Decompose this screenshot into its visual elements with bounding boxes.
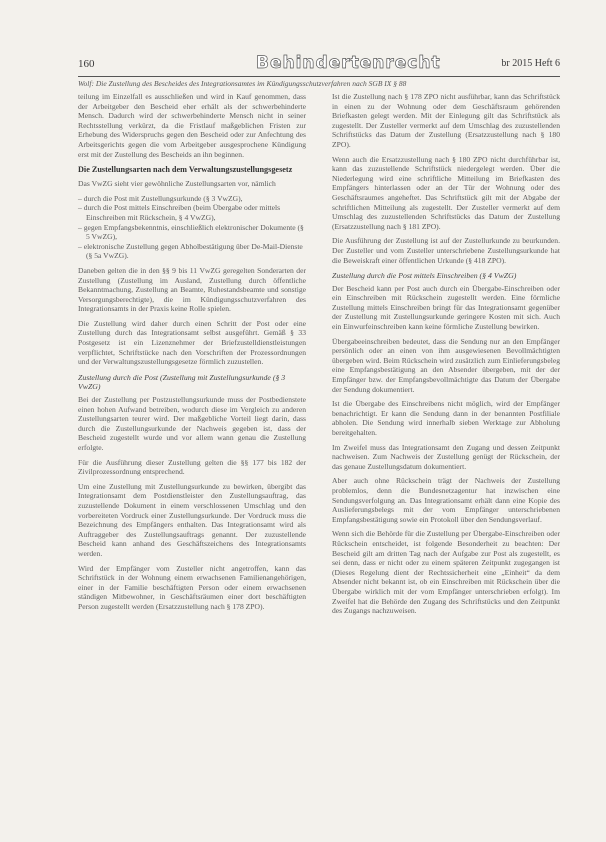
paragraph: Das VwZG sieht vier gewöhnliche Zustellungsarten vor, nämlich [78,179,276,189]
list-item: – gegen Empfangsbekenntnis, einschließlich elektronischer Dokumente (§ 5 VwZG), [78,222,304,242]
paragraph: Wenn sich die Behörde für die Zustellung per Übergabe-Einschreiben oder Rückschein entscheidet, ist folgende Besonderheit zu beachten: Der Bescheid gilt am dritten Tag nach der Aufgabe zur Post als zugestellt, es sei denn, dass er nicht oder zu einem späteren Zeitpunkt zugegangen ist (Dieses Regelung dient der Rechtssicherheit eine „Einheit“ da dem Absender nicht bekannt ist, ob ein Einschreiben mit Rückschein über die Übergabe wirklich mit der vom Empfänger unterschrieben erfolgt). Im Zweifel hat die Behörde den Zugang des Schriftstücks und den Zeitpunkt des Zugangs nachzuweisen. [332,529,560,616]
left-column [78,92,306,617]
paragraph: Der Bescheid kann per Post auch durch ein Übergabe-Einschreiben oder ein Einschreiben mit Rückschein zugestellt werden. Eine förmliche Zustellung mittels Einschreiben bringt für das Integrationsamt gegenüber der Zustellung mit Zustellungsurkunde geringere Kosten mit sich. Auch ein Einwurfeinschreiben kann keine förmliche Zustellung bewirken. [332,283,560,332]
paragraph: Im Zweifel muss das Integrationsamt den Zugang und dessen Zeitpunkt nachweisen. Zum Nachweis der Zustellung genügt der Rückschein, der das genaue Zustellungsdatum dokumentiert. [332,442,560,471]
list-item: – durch die Post mittels Einschreiben (beim Übergabe oder mittels Einschreiben mit Rückschein, § 4 VwZG), [78,203,281,222]
paragraph: Wird der Empfänger vom Zusteller nicht angetroffen, kann das Schriftstück in der Wohnung einem erwachsenen Familienangehörigen, einer in der Familie beschäftigten Person oder einem erwachsenen ständigen Mitbewohner, in Geschäftsräumen einer dort beschäftigten Person zugestellt werden (Ersatzzustellung nach § 178 ZPO). [78,563,306,611]
section-heading: Zustellung durch die Post mittels Einschreiben (§ 4 VwZG) [332,271,517,281]
paragraph: Übergabeeinschreiben bedeutet, dass die Sendung nur an den Empfänger persönlich oder an einen von ihm ausgewiesenen Bevollmächtigten übergeben wird. Beim Rückschein wird zusätzlich zum Einlieferungsbeleg eine Empfangsbestätigung an den Absender übergeben, mit der der Empfänger bzw. der Empfangsbevollmächtigte das Datum der Übergabe der Sendung dokumentiert. [332,336,560,394]
section-heading: Die Zustellungsarten nach dem Verwaltungszustellungsgesetz [78,165,293,175]
paragraph: Daneben gelten die in den §§ 9 bis 11 VwZG geregelten Sonderarten der Zustellung (Zustellung im Ausland, Zustellung durch öffentliche Bekanntmachung, Zustellung an Beamte, Ruhestandsbeamte und sonstige Versorgungsberechtigte), die im Kündigungsschutzverfahren des Integrationsamts in der Praxis keine Rolle spielen. [78,265,306,314]
paragraph: Bei der Zustellung per Postzustellungsurkunde muss der Postbedienstete einen hohen Aufwand betreiben, wodurch diese im Vergleich zu anderen Zustellungsarten teurer wird. Der maßgebliche Vorteil liegt darin, dass durch die Zustellungsurkunde der Nachweis gegeben ist, dass der Bescheid zugestellt wurde und vor allem wann genau die Zustellung erfolgte. [78,395,306,452]
list-item: – elektronische Zustellung gegen Abholbestätigung über De-Mail-Dienste (§ 5a VwZG). [78,241,303,261]
paragraph: Für die Ausführung dieser Zustellung gelten die §§ 177 bis 182 der Zivilprozessordnung entsprechend. [78,457,306,477]
paragraph: Die Ausführung der Zustellung ist auf der Zustellurkunde zu beurkunden. Der Zusteller und vom Zusteller unterschriebene Zustellungsurkunde hat die Beweiskraft einer öffentlichen Urkunde (§ 418 ZPO). [332,236,560,265]
section-heading: Zustellung durch die Post (Zustellung mit Zustellungsurkunde (§ 3 VwZG) [78,372,286,392]
issue-label: br 2015 Heft 6 [501,58,560,69]
article-running-title: Wolf: Die Zustellung des Bescheides des Integrationsamtes im Kündigungsschutzverfahren nach SGB IX § 88 [78,79,407,88]
bullet-list [78,194,306,261]
list-item: – durch die Post mit Zustellungsurkunde (§ 3 VwZG), [78,193,243,203]
page-header [78,53,560,77]
paragraph: Wenn auch die Ersatzzustellung nach § 180 ZPO nicht durchführbar ist, kann das zuzustellende Schriftstück niedergelegt werden. Über die Niederlegung wird eine schriftliche Mitteilung im Briefkasten des Empfängers hinterlassen oder an der Tür der Wohnung oder des Geschäftsraumes angeheftet. Das Schriftstück gilt mit der Abgabe der schriftlichen Mitteilung als zugestellt. Der Zusteller vermerkt auf dem Umschlag des zuzustellenden Schriftstücks das Datum der Zustellung (Ersatzzustellung nach § 181 ZPO). [332,154,560,231]
paragraph: teilung im Einzelfall es ausschließen und wird in Kauf genommen, dass der Arbeitgeber den Bescheid eher erhält als der schwerbehinderte Mensch. Dadurch wird der schwerbehinderte Mensch nicht in seiner Rechtsstellung verkürzt, da die Fristlauf maßgeblichen Fristen zur Erhebung des Widerspruchs gegen den Bescheid oder zur Anfechtung des Arbeitsgerichts gegen die vom Arbeitgeber ausgesprochene Kündigung erst mit der Zustellung des Bescheids an ihn beginnen. [78,92,306,159]
paragraph: Ist die Übergabe des Einschreibens nicht möglich, wird der Empfänger benachrichtigt. Er kann die Sendung dann in der benannten Postfiliale abholen. Die Sendung wird innerhalb sieben Werktage zur Abholung bereitgehalten. [332,399,560,437]
paragraph: Die Zustellung wird daher durch einen Schritt der Post oder eine Zustellung durch das Integrationsamt selbst ausgeführt. Gemäß § 33 Postgesetz ist ein Lizenznehmer der Briefzustelldienstleistungen verpflichtet, Schriftstücke nach den Vorschriften der Prozessordnungen und der Verwaltungszustellungsgesetze förmlich zuzustellen. [78,318,306,367]
paragraph: Um eine Zustellung mit Zustellungsurkunde zu bewirken, übergibt das Integrationsamt dem Postdienstleister den Zustellungsauftrag, das zuzustellende Dokument in einem verschlossenen Umschlag und den vorbereiteten Vordruck einer Zustellungsurkunde. Der Vordruck muss die Bezeichnung des Empfängers enthalten. Das Integrationsamt wird als Auftraggeber des Zustellungsauftrags genannt. Der zuzustellende Bescheid kann anhand des Geschäftszeichens des Integrationsamts werden. [78,481,306,558]
page-number: 160 [78,58,95,70]
paragraph: Aber auch ohne Rückschein trägt der Nachweis der Zustellung problemlos, denn die Bundesnetzagentur hat inzwischen eine Sendungsverfolgung an. Das Integrationsamt erhält dann eine Kopie des Auslieferungsbelegs mit der vom Empfänger unterschriebenen Empfangsbestätigung sowie ein Protokoll über den Sendungsverlauf. [332,476,560,524]
right-column [332,92,560,621]
paragraph: Ist die Zustellung nach § 178 ZPO nicht ausführbar, kann das Schriftstück in einen zu der Wohnung oder dem Geschäftsraum gehörenden Briefkasten gelegt werden. Mit der Einlegung gilt das Schriftstück als zugestellt. Der Zusteller vermerkt auf dem Umschlag des zuzustellenden Schriftstücks das Datum der Zustellung (Ersatzzustellung nach § 180 ZPO). [332,92,560,149]
journal-title: Behindertenrecht [256,53,441,73]
